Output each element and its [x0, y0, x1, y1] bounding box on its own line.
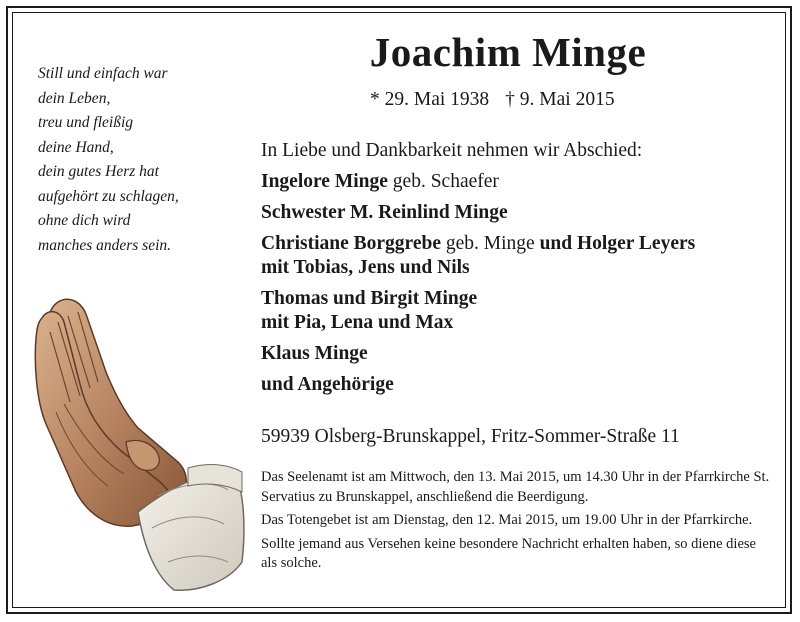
mourner-name: Ingelore Minge: [261, 171, 388, 192]
mourner-children: mit Tobias, Jens und Nils: [261, 257, 470, 278]
mourner-group: [261, 287, 695, 335]
mourner-name: Thomas und Birgit Minge: [261, 288, 478, 309]
requiem-note: Das Seelenamt ist am Mittwoch, den 13. Mai 2015, um 14.30 Uhr in der Pfarrkirche St. Servatius zu Brunskappel, anschließend die Beerdigung.: [261, 469, 770, 505]
mourner-partner: und Holger Leyers: [539, 233, 696, 254]
deceased-name: Joachim Minge: [369, 29, 647, 75]
relatives: und Angehörige: [261, 374, 394, 395]
poem-line: dein gutes Herz hat: [38, 163, 159, 180]
prayer-note: Das Totengebet ist am Dienstag, den 12. Mai 2015, um 19.00 Uhr in der Pfarrkirche.: [261, 512, 753, 528]
birth-date: * 29. Mai 1938: [370, 89, 490, 110]
death-date: † 9. Mai 2015: [505, 89, 615, 110]
poem-line: Still und einfach war: [38, 65, 168, 82]
mourner-children: mit Pia, Lena und Max: [261, 312, 454, 333]
maiden-name: geb. Minge: [441, 233, 540, 254]
mourner-group: [261, 201, 695, 225]
poem-line: dein Leben,: [38, 89, 111, 107]
mourner-group: [261, 170, 695, 194]
mourner-name: Klaus Minge: [261, 343, 368, 364]
praying-hands-icon: [28, 292, 248, 604]
poem-line: treu und fleißig: [38, 114, 133, 131]
mourner-group: [261, 373, 695, 397]
life-dates: [370, 89, 615, 111]
mourners-list: [261, 170, 695, 404]
poem-line: aufgehört zu schlagen,: [38, 187, 179, 205]
mourner-group: [261, 232, 695, 280]
farewell-line: In Liebe und Dankbarkeit nehmen wir Abschied:: [261, 140, 643, 161]
poem-line: deine Hand,: [38, 138, 114, 156]
maiden-name: geb. Schaefer: [387, 171, 499, 192]
family-address: 59939 Olsberg-Brunskappel, Fritz-Sommer-Straße 11: [261, 426, 680, 447]
poem-line: manches anders sein.: [38, 236, 172, 254]
mourner-name: Schwester M. Reinlind Minge: [261, 202, 508, 223]
notice-note: Sollte jemand aus Versehen keine besondere Nachricht erhalten haben, so diene diese als solche.: [261, 535, 756, 571]
mourner-name: Christiane Borggrebe: [261, 233, 441, 254]
poem: [38, 62, 238, 258]
poem-line: ohne dich wird: [38, 212, 131, 229]
service-notes: [261, 468, 771, 578]
mourner-group: [261, 342, 695, 366]
